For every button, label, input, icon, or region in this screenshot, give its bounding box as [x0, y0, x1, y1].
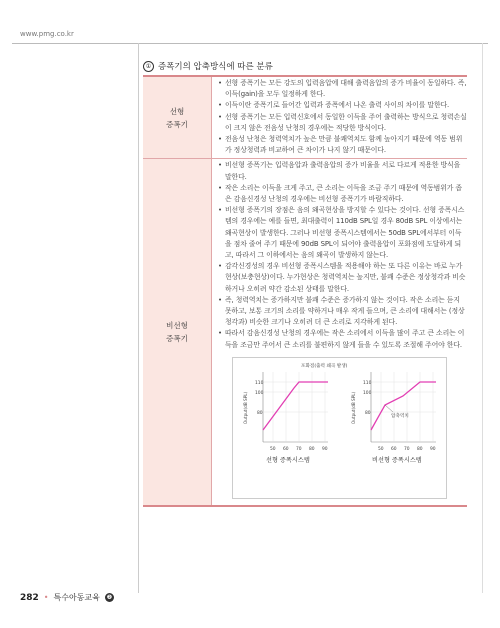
section-heading [143, 60, 273, 72]
y-tick: 110 [363, 380, 372, 386]
x-tick: 70 [404, 446, 410, 452]
annotation-leader [385, 405, 393, 412]
section-title: 증폭기의 압축방식에 따른 분류 [158, 62, 273, 72]
book-title: 특수아동교육 [53, 593, 100, 602]
table-row-nonlinear [143, 159, 467, 506]
bullet-item: • 즉, 청력역치는 증가하지만 불쾌 수준은 증가하지 않는 것이다. 작은 소리는 듣지 못하고, 보통 크기의 소리를 약하거나 매우 작게 들으며, 큰 소리에 대해서는 (정상청각과) 비슷한 크기나 오히려 더 큰 소리로 지각하게 된다. [218, 295, 467, 329]
bullet-item: • 선형 증폭기는 모든 입력신호에서 동일한 이득을 주어 출력하는 방식으로 청력손실이 크지 않은 전음성 난청의 경우에는 적당한 방식이다. [218, 112, 467, 134]
row-content-linear [212, 76, 468, 159]
saturation-annotation: 포화점(출력 왜곡 발생) [301, 363, 348, 369]
y-axis-label: Output(dB SPL) [351, 391, 356, 424]
linear-chart [243, 362, 348, 464]
bullet-item: • 비선형 증폭기는 입력음압과 출력음압의 증가 비율을 서로 다르게 적용한 방식을 말한다. [218, 160, 467, 182]
bullet-item: • 이득이란 증폭기로 들어간 입력과 증폭에서 나온 출력 사이의 차이를 말한다. [218, 100, 467, 111]
io-graph-figure [232, 357, 447, 499]
y-tick: 80 [365, 410, 371, 416]
row-label-linear [143, 76, 212, 159]
bullet-item: • 선형 증폭기는 모든 강도의 입력음압에 대해 출력음압의 증가 비율이 동일하다. 즉, 이득(gain)을 모두 일정하게 한다. [218, 78, 467, 100]
linear-io-line [263, 382, 328, 430]
x-tick: 60 [391, 446, 397, 452]
row-label-line: 선형 [169, 106, 185, 116]
site-url: www.pmg.co.kr [20, 30, 74, 38]
bullet-item: • 따라서 감음신경성 난청의 경우에는 작은 소리에서 이득을 많이 주고 큰 소리는 이득을 조금만 주어서 큰 소리를 불편하지 않게 들을 수 있도록 조절해 주어야 한다. [218, 328, 467, 350]
compression-threshold-annotation: 압축역치 [391, 413, 409, 419]
row-content-nonlinear [212, 159, 468, 506]
classification-table [143, 75, 467, 507]
x-tick: 50 [378, 446, 384, 452]
margin-guide-left [138, 43, 139, 593]
y-tick: 80 [257, 410, 263, 416]
bullet-item: • 전음성 난청은 청력역치가 높은 만큼 불쾌역치도 함께 높아지기 때문에 역동 범위가 정상청력과 비교하여 큰 차이가 나지 않기 때문이다. [218, 134, 467, 156]
page-number: 282 [20, 592, 39, 603]
x-tick: 80 [309, 446, 315, 452]
row-label-line: 비선형 [166, 321, 188, 331]
y-tick: 100 [255, 390, 264, 396]
footer-dot-icon: • [43, 593, 49, 602]
row-label-nonlinear [143, 159, 212, 506]
io-graphs-svg [233, 358, 449, 498]
volume-badge: ❷ [106, 594, 113, 601]
page-footer [20, 592, 114, 603]
row-label-line: 증폭기 [166, 119, 188, 129]
y-axis-label: Output(dB SPL) [243, 391, 248, 424]
section-marker-icon: ① [143, 61, 154, 72]
x-tick: 60 [283, 446, 289, 452]
header-rule [12, 43, 488, 44]
bullet-item: • 감각신경성의 경우 비선형 증폭시스템을 적용해야 하는 또 다른 이유는 바로 누가현상(보충현상)이다. 누가현상은 청력역치는 높지만, 불쾌 수준은 정상청각과 비슷하거나 오히려 약간 감소된 상태를 말한다. [218, 261, 467, 295]
x-tick: 90 [322, 446, 328, 452]
linear-caption: 선형 증폭시스템 [266, 456, 310, 464]
nonlinear-chart [351, 372, 436, 464]
x-tick: 80 [417, 446, 423, 452]
x-tick: 70 [296, 446, 302, 452]
row-label-line: 증폭기 [166, 334, 188, 344]
bullet-item: • 작은 소리는 이득을 크게 주고, 큰 소리는 이득을 조금 주기 때문에 역동범위가 좁은 감음신경성 난청의 경우에는 비선형 증폭기가 바람직하다. [218, 183, 467, 205]
table-row-linear [143, 76, 467, 159]
y-tick: 100 [363, 390, 372, 396]
bullet-item: • 비선형 증폭기의 장점은 음의 왜곡현상을 방지할 수 있다는 것이다. 선형 증폭시스템의 경우에는 예를 들면, 최대출력이 110dB SPL일 경우 80dB SPL 이상에서는 왜곡현상이 발생한다. 그러나 비선형 증폭시스템에서는 50dB SPL에서부터 이득을 점차 줄여 주기 때문에 90dB SPL이 되어야 출력음압이 포화점에 도달하게 되고, 따라서 그 이하에서는 음의 왜곡이 발생하지 않는다. [218, 205, 467, 261]
x-tick: 90 [430, 446, 436, 452]
nonlinear-io-line [371, 382, 436, 430]
margin-guide-right [482, 43, 483, 593]
nonlinear-caption: 비선형 증폭시스템 [372, 456, 422, 464]
y-tick: 110 [255, 380, 264, 386]
x-tick: 50 [270, 446, 276, 452]
